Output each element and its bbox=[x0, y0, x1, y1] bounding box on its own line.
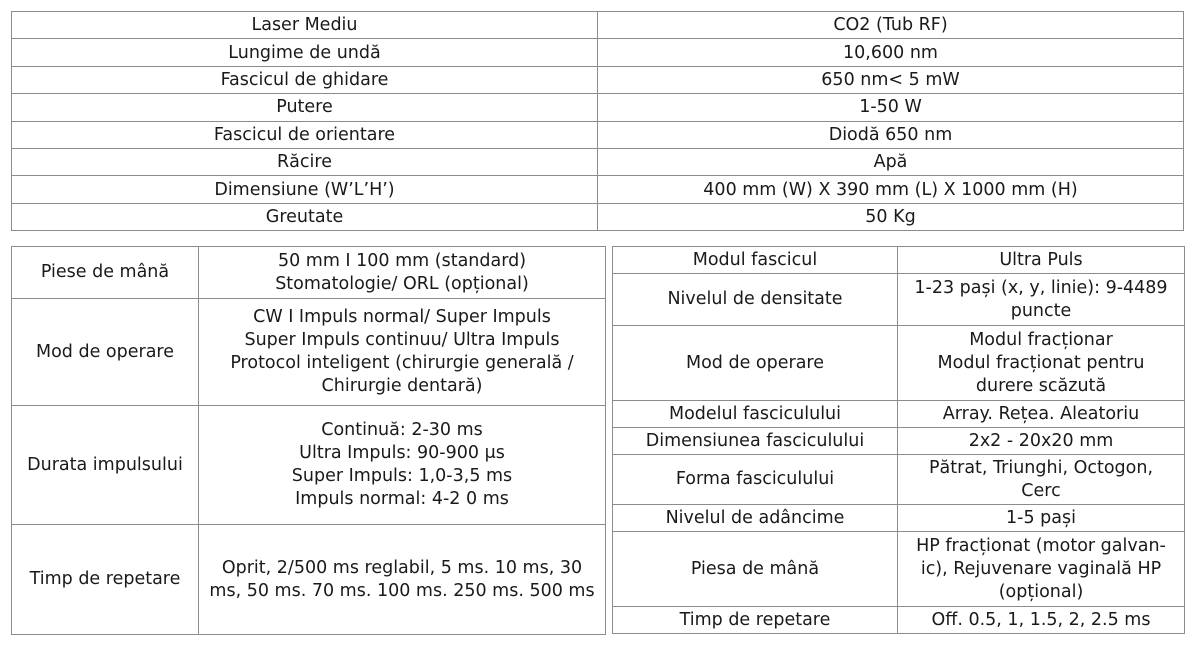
spec-value bbox=[898, 607, 1185, 634]
spec-row bbox=[12, 247, 606, 299]
spec-label: Greutate bbox=[12, 203, 598, 230]
spec-value-line: 1-5 pași bbox=[1006, 507, 1076, 528]
spec-value-line: HP fracționat (motor galvan- bbox=[916, 535, 1166, 556]
spec-row bbox=[12, 121, 1184, 148]
spec-value: Diodă 650 nm bbox=[598, 121, 1184, 148]
spec-row bbox=[613, 532, 1185, 607]
spec-value-line: (opțional) bbox=[998, 581, 1084, 602]
spec-label: Răcire bbox=[12, 148, 598, 175]
spec-row bbox=[613, 505, 1185, 532]
spec-value: 50 Kg bbox=[598, 203, 1184, 230]
spec-label: Durata impulsului bbox=[12, 406, 199, 525]
spec-row bbox=[12, 176, 1184, 203]
spec-value-line: 50 mm I 100 mm (standard) bbox=[277, 250, 527, 271]
spec-label: Modelul fasciculului bbox=[613, 401, 898, 428]
spec-value-line: Ultra Impuls: 90-900 μs bbox=[299, 443, 505, 463]
spec-value: Apă bbox=[598, 148, 1184, 175]
spec-value bbox=[898, 274, 1185, 326]
spec-value bbox=[898, 455, 1185, 505]
spec-row bbox=[613, 274, 1185, 326]
spec-label: Nivelul de adâncime bbox=[613, 505, 898, 532]
spec-row bbox=[12, 39, 1184, 66]
spec-value-line: Pătrat, Triunghi, Octogon, bbox=[928, 457, 1154, 478]
spec-row bbox=[613, 247, 1185, 274]
spec-row bbox=[12, 299, 606, 406]
spec-label: Fascicul de ghidare bbox=[12, 66, 598, 93]
spec-row bbox=[12, 12, 1184, 39]
spec-label: Mod de operare bbox=[613, 326, 898, 401]
spec-row bbox=[613, 607, 1185, 634]
spec-value bbox=[199, 525, 606, 635]
spec-value-line: CW I Impuls normal/ Super Impuls bbox=[253, 307, 551, 327]
spec-value-line: Super Impuls: 1,0-3,5 ms bbox=[291, 466, 513, 486]
spec-row bbox=[613, 401, 1185, 428]
spec-label: Putere bbox=[12, 94, 598, 121]
spec-label: Timp de repetare bbox=[613, 607, 898, 634]
spec-value-line: Super Impuls continuu/ Ultra Impuls bbox=[244, 330, 560, 350]
spec-value-line: Array. Rețea. Aleatoriu bbox=[942, 403, 1140, 424]
spec-label: Fascicul de orientare bbox=[12, 121, 598, 148]
spec-value-line: puncte bbox=[1010, 300, 1072, 321]
spec-value-line: 2x2 - 20x20 mm bbox=[968, 430, 1114, 451]
spec-value: 1-50 W bbox=[598, 94, 1184, 121]
spec-value-line: Modul fracționar bbox=[969, 329, 1113, 350]
spec-label: Nivelul de densitate bbox=[613, 274, 898, 326]
pulse-specs-table bbox=[11, 246, 606, 635]
spec-value-line: Chirurgie dentară) bbox=[321, 376, 483, 396]
spec-value-line: Impuls normal: 4-2 0 ms bbox=[295, 489, 509, 509]
spec-value bbox=[199, 299, 606, 406]
general-specs-table bbox=[11, 11, 1184, 231]
spec-label: Piesa de mână bbox=[613, 532, 898, 607]
spec-value-line: Protocol inteligent (chirurgie generală / bbox=[230, 353, 574, 373]
spec-value-line: Continuă: 2-30 ms bbox=[321, 420, 483, 440]
spec-value bbox=[898, 401, 1185, 428]
spec-value bbox=[199, 247, 606, 299]
spec-value bbox=[898, 428, 1185, 455]
spec-value: 400 mm (W) X 390 mm (L) X 1000 mm (H) bbox=[598, 176, 1184, 203]
spec-value-line: Stomatologie/ ORL (opțional) bbox=[275, 273, 529, 294]
spec-label: Dimensiune (W’L’H’) bbox=[12, 176, 598, 203]
spec-value-line: ic), Rejuvenare vaginală HP bbox=[920, 558, 1162, 579]
spec-row bbox=[12, 203, 1184, 230]
spec-label: Laser Mediu bbox=[12, 12, 598, 39]
spec-label: Lungime de undă bbox=[12, 39, 598, 66]
spec-row bbox=[613, 428, 1185, 455]
spec-value-line: Oprit, 2/500 ms reglabil, 5 ms. 10 ms, 30 bbox=[221, 557, 583, 578]
spec-row bbox=[12, 66, 1184, 93]
fractional-specs-table bbox=[612, 246, 1185, 634]
spec-value: 10,600 nm bbox=[598, 39, 1184, 66]
spec-label: Timp de repetare bbox=[12, 525, 199, 635]
spec-label: Mod de operare bbox=[12, 299, 199, 406]
spec-value bbox=[898, 326, 1185, 401]
spec-value-line: Off. 0.5, 1, 1.5, 2, 2.5 ms bbox=[931, 609, 1151, 630]
spec-value-line: Modul fracționat pentru bbox=[937, 352, 1145, 373]
spec-row bbox=[613, 326, 1185, 401]
spec-value-line: ms, 50 ms. 70 ms. 100 ms. 250 ms. 500 ms bbox=[209, 580, 595, 601]
spec-value-line: durere scăzută bbox=[975, 375, 1107, 396]
spec-row bbox=[613, 455, 1185, 505]
spec-value bbox=[898, 247, 1185, 274]
spec-value bbox=[898, 532, 1185, 607]
spec-row bbox=[12, 406, 606, 525]
spec-row bbox=[12, 525, 606, 635]
spec-label: Forma fasciculului bbox=[613, 455, 898, 505]
spec-row bbox=[12, 94, 1184, 121]
spec-label: Dimensiunea fasciculului bbox=[613, 428, 898, 455]
spec-value-line: Cerc bbox=[1021, 480, 1061, 501]
spec-value: CO2 (Tub RF) bbox=[598, 12, 1184, 39]
spec-row bbox=[12, 148, 1184, 175]
spec-value-line: Ultra Puls bbox=[999, 249, 1083, 270]
spec-value bbox=[898, 505, 1185, 532]
spec-label: Piese de mână bbox=[12, 247, 199, 299]
spec-value-line: 1-23 pași (x, y, linie): 9-4489 bbox=[914, 277, 1168, 298]
spec-value: 650 nm< 5 mW bbox=[598, 66, 1184, 93]
spec-value bbox=[199, 406, 606, 525]
spec-label: Modul fascicul bbox=[613, 247, 898, 274]
